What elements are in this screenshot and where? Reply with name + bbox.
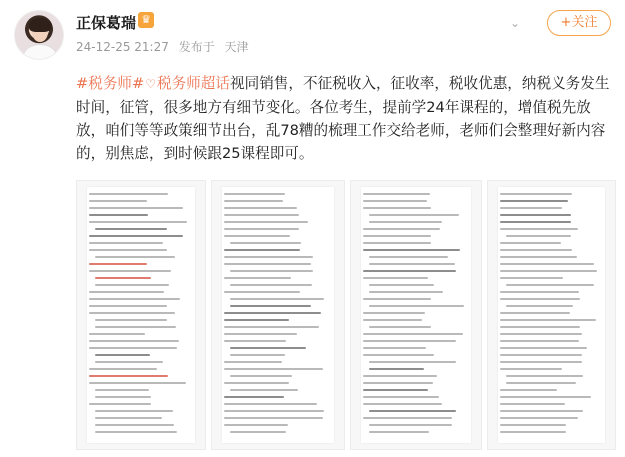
document-text-line: [363, 389, 428, 391]
document-text-line: [89, 249, 167, 251]
document-text-line: [95, 361, 163, 363]
document-text-line: [500, 312, 570, 314]
document-text-line: [224, 361, 282, 363]
document-text-line: [369, 410, 456, 412]
document-text-line: [89, 375, 168, 377]
document-page-image: [498, 187, 605, 443]
document-text-line: [224, 228, 299, 230]
document-text-line: [224, 417, 323, 419]
document-text-line: [363, 228, 440, 230]
document-text-line: [500, 417, 578, 419]
document-text-line: [500, 403, 565, 405]
document-text-line: [506, 284, 594, 286]
vip-crown-icon: ♛: [138, 12, 154, 28]
document-text-line: [95, 256, 175, 258]
document-text-line: [89, 403, 151, 405]
document-text-line: [89, 200, 147, 202]
document-text-line: [500, 221, 571, 223]
document-text-line: [369, 368, 424, 370]
document-text-line: [363, 319, 422, 321]
document-text-line: [230, 298, 324, 300]
document-text-line: [500, 361, 582, 363]
document-text-line: [369, 431, 429, 433]
document-text-line: [89, 207, 183, 209]
document-text-line: [500, 298, 580, 300]
post-body: 视同销售，不征税收入，征收率，税收优惠，纳税义务发生时间，征管，很多地方有细节变化。各位考生，提前学24年课程的，增值税先放放，咱们等等政策细节出台，乱78糟的梳理工作交给老师，老师们会整理好新内容的，别焦虑，到时候跟25课程即可。: [76, 75, 610, 162]
post-text: [76, 72, 616, 165]
post-source-prefix: 发布于: [178, 40, 215, 54]
document-text-line: [224, 193, 285, 195]
document-page-image: [361, 187, 471, 443]
document-text-line: [89, 214, 148, 216]
document-text-line: [363, 333, 463, 335]
document-text-line: [224, 368, 323, 370]
topic-link-supertopic[interactable]: [144, 75, 230, 92]
document-text-line: [224, 249, 300, 251]
document-text-line: [230, 431, 286, 433]
document-text-line: [369, 424, 452, 426]
document-text-line: [89, 298, 180, 300]
document-text-line: [89, 221, 187, 223]
document-text-line: [95, 417, 162, 419]
document-text-line: [224, 340, 286, 342]
document-text-line: [89, 312, 175, 314]
document-text-line: [95, 228, 167, 230]
document-text-line: [363, 298, 431, 300]
document-text-line: [95, 431, 177, 433]
image-grid: [76, 180, 616, 450]
post-timestamp: 24-12-25 21:27: [76, 40, 169, 54]
document-text-line: [224, 200, 283, 202]
document-text-line: [500, 291, 579, 293]
post-image-3[interactable]: [350, 180, 482, 450]
document-text-line: [89, 263, 147, 265]
document-text-line: [500, 242, 561, 244]
document-text-line: [363, 347, 426, 349]
document-text-line: [369, 361, 456, 363]
document-text-line: [363, 193, 430, 195]
username[interactable]: 正保葛瑞: [76, 14, 137, 32]
document-text-line: [95, 410, 173, 412]
document-text-line: [363, 396, 439, 398]
document-text-line: [363, 249, 460, 251]
document-text-line: [224, 410, 324, 412]
document-text-line: [224, 235, 290, 237]
document-text-line: [363, 200, 427, 202]
document-text-line: [363, 235, 431, 237]
document-text-line: [363, 312, 425, 314]
document-text-line: [230, 389, 298, 391]
document-text-line: [500, 256, 577, 258]
document-text-line: [89, 193, 168, 195]
post-image-4[interactable]: [487, 180, 616, 450]
document-text-line: [224, 326, 319, 328]
document-text-line: [506, 235, 571, 237]
document-text-line: [224, 396, 284, 398]
document-text-line: [89, 270, 171, 272]
document-text-line: [369, 326, 431, 328]
document-text-line: [230, 242, 301, 244]
document-text-line: [500, 200, 568, 202]
document-text-line: [224, 424, 288, 426]
document-text-line: [89, 305, 167, 307]
document-text-line: [369, 214, 459, 216]
post-location: 天津: [224, 40, 249, 54]
document-text-line: [89, 368, 157, 370]
document-text-line: [363, 207, 431, 209]
document-text-line: [89, 382, 186, 384]
document-text-line: [363, 354, 434, 356]
document-text-line: [500, 249, 572, 251]
document-text-line: [363, 375, 437, 377]
diamond-icon: ♡: [145, 77, 157, 91]
document-text-line: [363, 340, 456, 342]
document-text-line: [224, 382, 289, 384]
post-header: [0, 0, 625, 64]
document-text-line: [224, 214, 299, 216]
document-text-line: [500, 270, 597, 272]
document-text-line: [224, 312, 321, 314]
topic-link-tax[interactable]: #税务师#: [76, 75, 145, 92]
document-text-line: [500, 340, 579, 342]
document-text-line: [500, 228, 578, 230]
document-text-line: [230, 270, 313, 272]
document-text-line: [89, 347, 177, 349]
document-text-line: [506, 375, 583, 377]
document-text-line: [500, 326, 580, 328]
document-text-line: [95, 354, 150, 356]
document-text-line: [230, 375, 292, 377]
avatar-hair: [29, 18, 51, 32]
document-text-line: [89, 235, 183, 237]
document-text-line: [224, 256, 313, 258]
document-text-line: [224, 221, 308, 223]
document-text-line: [500, 319, 596, 321]
document-text-line: [224, 277, 291, 279]
document-page-image: [87, 187, 195, 443]
document-text-line: [89, 291, 164, 293]
document-text-line: [500, 368, 562, 370]
post-meta: [76, 38, 255, 55]
document-page-image: [222, 187, 334, 443]
document-text-line: [500, 431, 566, 433]
document-text-line: [224, 263, 311, 265]
document-text-line: [363, 382, 433, 384]
document-text-line: [500, 333, 582, 335]
document-text-line: [230, 284, 312, 286]
document-text-line: [363, 270, 456, 272]
document-text-line: [506, 382, 576, 384]
chevron-down-icon[interactable]: ⌄: [509, 16, 521, 30]
post-image-1[interactable]: [76, 180, 206, 450]
document-text-line: [363, 417, 452, 419]
document-text-line: [500, 207, 562, 209]
avatar-shoulders: [23, 44, 57, 60]
document-text-line: [363, 403, 442, 405]
document-text-line: [363, 277, 428, 279]
avatar[interactable]: [14, 10, 64, 60]
document-text-line: [224, 319, 289, 321]
document-text-line: [369, 221, 442, 223]
document-text-line: [95, 396, 151, 398]
document-text-line: [224, 333, 297, 335]
document-text-line: [95, 284, 169, 286]
document-text-line: [89, 242, 163, 244]
document-text-line: [369, 305, 464, 307]
document-text-line: [95, 389, 149, 391]
document-text-line: [500, 410, 583, 412]
document-text-line: [369, 291, 443, 293]
document-text-line: [500, 277, 563, 279]
document-text-line: [224, 291, 300, 293]
supertopic-label: 税务师超话: [157, 75, 230, 92]
post-image-2[interactable]: [211, 180, 345, 450]
document-text-line: [95, 277, 151, 279]
document-text-line: [224, 403, 317, 405]
document-text-line: [500, 389, 557, 391]
document-text-line: [230, 347, 306, 349]
document-text-line: [500, 424, 566, 426]
document-text-line: [224, 207, 297, 209]
document-text-line: [500, 347, 587, 349]
document-text-line: [369, 256, 448, 258]
document-text-line: [500, 396, 591, 398]
document-text-line: [89, 340, 179, 342]
document-text-line: [95, 326, 176, 328]
document-text-line: [95, 319, 167, 321]
document-text-line: [506, 305, 573, 307]
document-text-line: [95, 424, 174, 426]
document-text-line: [500, 354, 582, 356]
document-text-line: [230, 354, 285, 356]
document-text-line: [369, 284, 434, 286]
follow-button[interactable]: +关注: [547, 10, 611, 36]
document-text-line: [89, 333, 145, 335]
document-text-line: [500, 263, 594, 265]
document-text-line: [369, 263, 455, 265]
document-text-line: [363, 242, 431, 244]
document-text-line: [230, 305, 311, 307]
document-text-line: [500, 193, 572, 195]
document-text-line: [500, 214, 571, 216]
